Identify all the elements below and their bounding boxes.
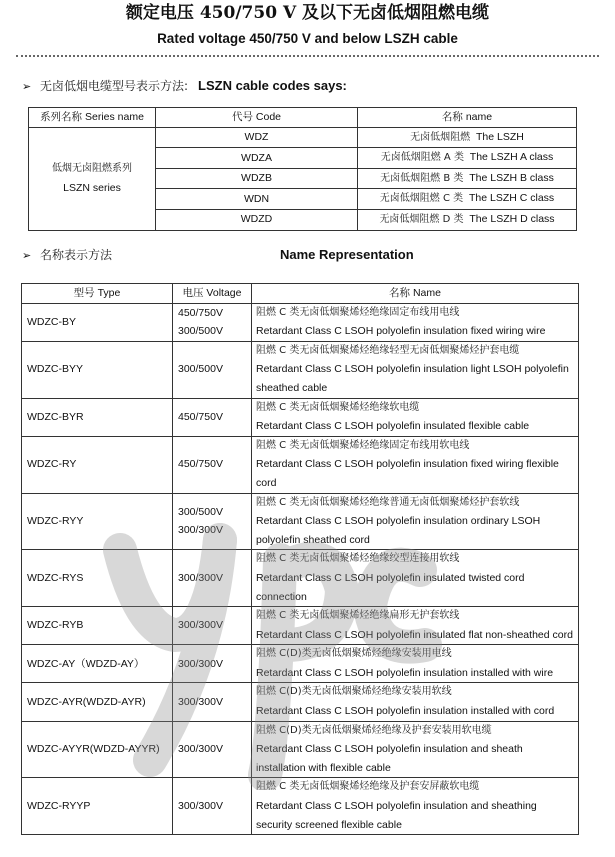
- page-title: 额定电压 450/750 V 及以下无卤低烟阻燃电缆: [125, 3, 490, 23]
- type-cell: WDZC-BYR: [22, 398, 173, 436]
- code-cell: WDN: [156, 189, 358, 210]
- section-codes-heading-cn: 无卤低烟电缆型号表示方法:: [40, 79, 189, 93]
- name-en: Retardant Class C LSOH polyolefin insulation fixed wiring wire: [256, 325, 546, 338]
- section-names-heading-cn: 名称表示方法: [40, 248, 113, 262]
- type-cell: WDZC-RYY: [22, 493, 173, 550]
- table-row: [29, 127, 577, 148]
- name-cell: [252, 303, 579, 341]
- section-names-heading-en: Name Representation: [280, 247, 414, 262]
- voltage-value: 300/300V: [178, 619, 223, 632]
- section-names-heading: [22, 247, 582, 264]
- name-en: Retardant Class C LSOH polyolefin insulation and sheath installation with flexible cable: [256, 743, 523, 774]
- name-cn: 阻燃 C 类无卤低烟聚烯烃绝缘轻型无卤低烟聚烯烃护套电缆: [256, 344, 520, 356]
- voltage-value: 450/750V: [178, 410, 223, 423]
- voltage-value: 300/300V: [178, 800, 223, 813]
- voltage-value: 300/300V: [178, 571, 223, 584]
- name-en: Retardant Class C LSOH polyolefin insulation installed with cord: [256, 705, 555, 718]
- name-cn: 阻燃 C(D)类无卤低烟聚烯烃绝缘安装用软线: [256, 686, 452, 698]
- voltage-value: 300/500V: [178, 325, 223, 338]
- table-row: [22, 645, 579, 683]
- name-cn: 无卤低烟阻燃 B 类: [380, 172, 464, 184]
- type-cell: WDZC-AYYR(WDZD-AYYR): [22, 721, 173, 778]
- header-name: 名称 Name: [252, 284, 579, 304]
- name-cn: 阻燃 C 类无卤低烟聚烯烃绝缘软电缆: [256, 401, 420, 413]
- code-cell: WDZB: [156, 168, 358, 189]
- table-row: [22, 398, 579, 436]
- name-cn: 阻燃 C 类无卤低烟聚烯烃绝缘固定布线用软电线: [256, 439, 470, 451]
- voltage-cell: [173, 398, 252, 436]
- voltage-cell: [173, 607, 252, 645]
- name-cell: [252, 398, 579, 436]
- voltage-value: 300/300V: [178, 524, 223, 537]
- name-en: Retardant Class C LSOH polyolefin insulation installed with wire: [256, 666, 554, 679]
- name-cn: 阻燃 C 类无卤低烟聚烯烃绝缘固定布线用电线: [256, 306, 460, 318]
- header-type: 型号 Type: [22, 284, 173, 304]
- name-en: The LSZH B class: [469, 171, 554, 184]
- series-cell: [29, 127, 156, 230]
- voltage-cell: [173, 436, 252, 493]
- section-codes-heading: [22, 78, 347, 95]
- type-cell: WDZC-RY: [22, 436, 173, 493]
- name-cn: 阻燃 C 类无卤低烟聚烯烃绝缘绞型连接用软线: [256, 553, 460, 565]
- name-en: The LSZH: [475, 130, 524, 143]
- table-row: [22, 683, 579, 721]
- voltage-cell: [173, 493, 252, 550]
- voltage-cell: [173, 645, 252, 683]
- voltage-value: 450/750V: [178, 458, 223, 471]
- name-cell: [252, 607, 579, 645]
- voltage-cell: [173, 303, 252, 341]
- name-en: Retardant Class C LSOH polyolefin insulation fixed wiring flexible cord: [256, 458, 559, 489]
- name-en: The LSZH A class: [469, 151, 554, 164]
- type-cell: WDZC-AYR(WDZD-AYR): [22, 683, 173, 721]
- name-cell: [358, 168, 577, 189]
- name-cell: [252, 778, 579, 835]
- arrow-bullet-icon: ➢: [22, 81, 32, 93]
- series-name-en: LSZN series: [63, 181, 121, 194]
- table-row: [22, 341, 579, 398]
- name-cn: 阻燃 C 类无卤低烟聚烯烃绝缘普通无卤低烟聚烯烃护套软线: [256, 496, 520, 508]
- page-subtitle: Rated voltage 450/750 V and below LSZH cable: [157, 31, 458, 46]
- name-cell: [252, 721, 579, 778]
- name-cn: 阻燃 C(D)类无卤低烟聚烯烃绝缘安装用电线: [256, 648, 452, 660]
- table-row: [22, 607, 579, 645]
- code-cell: WDZ: [156, 127, 358, 148]
- voltage-value: 450/750V: [178, 306, 223, 319]
- code-cell: WDZD: [156, 209, 358, 230]
- name-representation-body: [22, 284, 579, 835]
- table-row: [22, 721, 579, 778]
- type-cell: WDZC-BYY: [22, 341, 173, 398]
- name-cell: [358, 127, 577, 148]
- type-cell: WDZC-AY（WDZD-AY）: [22, 645, 173, 683]
- voltage-cell: [173, 778, 252, 835]
- type-cell: WDZC-RYB: [22, 607, 173, 645]
- name-cell: [358, 148, 577, 169]
- name-cell: [252, 493, 579, 550]
- table-row: [22, 493, 579, 550]
- name-cn: 阻燃 C 类无卤低烟聚烯烃绝缘及护套安屏蔽软电缆: [256, 781, 480, 793]
- name-en: Retardant Class C LSOH polyolefin insulated flat non-sheathed cord: [256, 628, 573, 641]
- name-en: Retardant Class C LSOH polyolefin insulated flexible cable: [256, 420, 530, 433]
- name-cell: [252, 645, 579, 683]
- voltage-cell: [173, 550, 252, 607]
- name-cell: [252, 550, 579, 607]
- voltage-value: 300/500V: [178, 505, 223, 518]
- name-representation-table: [21, 283, 579, 835]
- name-cn: 阻燃 C 类无卤低烟聚烯烃绝缘扁形无护套软线: [256, 610, 460, 622]
- name-cell: [358, 209, 577, 230]
- cable-codes-table: [28, 107, 577, 231]
- name-cell: [252, 341, 579, 398]
- name-representation-header-row: [22, 284, 579, 304]
- name-cn: 无卤低烟阻燃 C 类: [379, 193, 464, 205]
- voltage-value: 300/500V: [178, 363, 223, 376]
- table-row: [22, 303, 579, 341]
- name-cn: 无卤低烟阻燃 A 类: [380, 152, 464, 164]
- voltage-value: 300/300V: [178, 743, 223, 756]
- name-cn: 无卤低烟阻燃 D 类: [379, 213, 464, 225]
- code-cell: WDZA: [156, 148, 358, 169]
- name-en: Retardant Class C LSOH polyolefin insulated twisted cord connection: [256, 571, 525, 603]
- name-en: Retardant Class C LSOH polyolefin insulation ordinary LSOH polyolefin sheathed cord: [256, 515, 541, 546]
- dotted-divider: [16, 55, 599, 57]
- name-en: Retardant Class C LSOH polyolefin insulation and sheathing security screened flexible cable: [256, 800, 537, 831]
- section-codes-heading-en: LSZN cable codes says:: [198, 78, 347, 93]
- name-en: Retardant Class C LSOH polyolefin insulation light LSOH polyolefin sheathed cable: [256, 363, 569, 394]
- voltage-cell: [173, 721, 252, 778]
- type-cell: WDZC-RYS: [22, 550, 173, 607]
- header-voltage: 电压 Voltage: [173, 284, 252, 304]
- type-cell: WDZC-RYYP: [22, 778, 173, 835]
- header-name: 名称 name: [358, 108, 577, 128]
- table-row: [22, 550, 579, 607]
- arrow-bullet-icon: ➢: [22, 250, 32, 262]
- name-cell: [252, 683, 579, 721]
- name-cn: 阻燃 C(D)类无卤低烟聚烯烃绝缘及护套安装用软电缆: [256, 724, 492, 736]
- type-cell: WDZC-BY: [22, 303, 173, 341]
- header-series-name: 系列名称 Series name: [29, 108, 156, 128]
- voltage-cell: [173, 341, 252, 398]
- name-cell: [358, 189, 577, 210]
- voltage-value: 300/300V: [178, 695, 223, 708]
- header-code: 代号 Code: [156, 108, 358, 128]
- name-cell: [252, 436, 579, 493]
- name-en: The LSZH C class: [468, 192, 555, 205]
- table-row: [22, 436, 579, 493]
- voltage-cell: [173, 683, 252, 721]
- series-name-cn: 低烟无卤阻燃系列: [52, 162, 132, 174]
- name-en: The LSZH D class: [469, 212, 555, 225]
- cable-codes-header-row: [29, 108, 577, 128]
- voltage-value: 300/300V: [178, 657, 223, 670]
- name-cn: 无卤低烟阻燃: [410, 131, 471, 143]
- table-row: [22, 778, 579, 835]
